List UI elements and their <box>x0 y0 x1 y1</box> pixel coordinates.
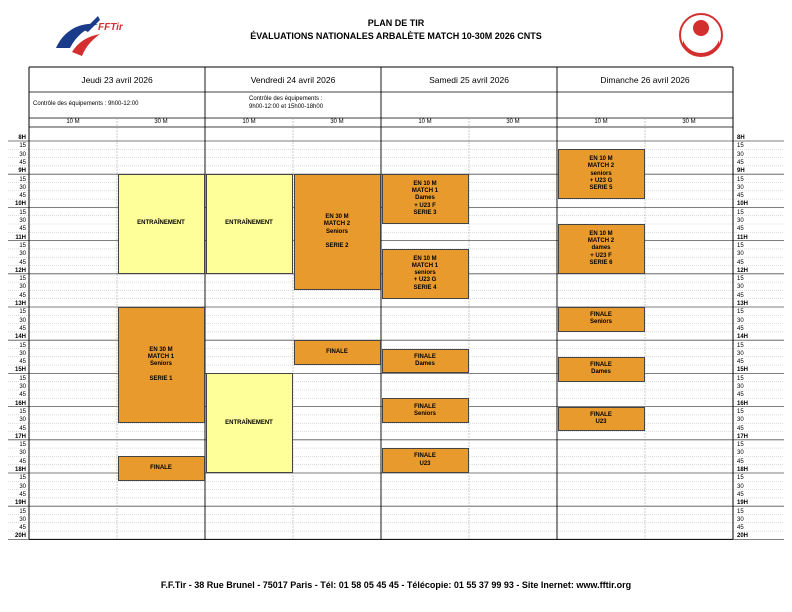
time-label-left: 16H <box>14 400 26 407</box>
time-label-right: 16H <box>737 400 749 407</box>
time-label-left: 45 <box>19 525 26 532</box>
time-label-right: 30 <box>737 284 744 291</box>
time-label-left: 8H <box>18 135 26 141</box>
time-label-right: 19H <box>737 500 749 507</box>
time-label-left: 45 <box>19 325 26 332</box>
time-label-left: 18H <box>14 467 26 473</box>
range-header: 30 M <box>154 119 168 125</box>
time-label-right: 15 <box>737 309 744 316</box>
time-label-left: 14H <box>14 334 26 341</box>
time-label-left: 45 <box>19 193 26 200</box>
time-label-right: 30 <box>737 251 744 258</box>
time-label-left: 30 <box>19 516 26 523</box>
event-block: EN 10 M MATCH 1 Dames + U23 F SERIE 3 <box>382 174 469 224</box>
time-label-left: 15 <box>19 342 26 349</box>
range-header: 10 M <box>66 119 80 125</box>
time-label-right: 45 <box>737 193 744 200</box>
time-label-right: 15 <box>737 475 744 482</box>
time-label-right: 45 <box>737 159 744 166</box>
time-label-left: 17H <box>14 433 26 440</box>
range-header: 10 M <box>418 119 432 125</box>
time-label-left: 15 <box>19 176 26 183</box>
range-header: 10 M <box>594 119 608 125</box>
time-label-left: 30 <box>19 384 26 390</box>
time-label-right: 45 <box>737 226 744 233</box>
time-label-right: 30 <box>737 151 744 158</box>
time-label-right: 15 <box>737 408 744 415</box>
event-block: EN 10 M MATCH 2 dames + U23 F SERIE 6 <box>558 224 645 274</box>
range-header: 30 M <box>506 119 520 125</box>
event-block: FINALE Dames <box>558 357 645 382</box>
time-label-right: 15 <box>737 209 744 216</box>
time-label-right: 30 <box>737 317 744 324</box>
time-label-left: 15 <box>19 375 26 382</box>
event-block: FINALE U23 <box>558 407 645 432</box>
time-label-left: 45 <box>19 491 26 498</box>
time-label-left: 45 <box>19 226 26 233</box>
time-label-left: 30 <box>19 284 26 291</box>
time-label-right: 15 <box>737 242 744 249</box>
event-block: FINALE U23 <box>382 448 469 473</box>
range-header: 30 M <box>330 119 344 125</box>
time-label-left: 45 <box>19 259 26 266</box>
time-label-right: 8H <box>737 135 745 141</box>
page-subtitle: ÉVALUATIONS NATIONALES ARBALÈTE MATCH 10-30M 2026 CNTS <box>250 31 542 41</box>
time-label-right: 30 <box>737 483 744 490</box>
range-header: 30 M <box>682 119 696 125</box>
time-label-left: 30 <box>19 483 26 490</box>
day-header: Samedi 25 avril 2026 <box>429 75 509 85</box>
time-label-left: 30 <box>19 184 26 191</box>
time-label-right: 15 <box>737 143 744 150</box>
time-label-left: 30 <box>19 151 26 158</box>
time-label-right: 45 <box>737 458 744 465</box>
time-label-right: 45 <box>737 292 744 299</box>
time-label-left: 12H <box>14 267 26 274</box>
event-block: FINALE <box>294 340 381 365</box>
time-label-left: 11H <box>15 234 26 241</box>
time-label-right: 15 <box>737 442 744 449</box>
time-label-right: 45 <box>737 525 744 532</box>
time-label-right: 45 <box>737 359 744 366</box>
time-label-left: 13H <box>14 301 26 307</box>
time-label-right: 10H <box>737 201 749 208</box>
time-label-right: 45 <box>737 325 744 332</box>
time-label-left: 15 <box>19 475 26 482</box>
time-label-right: 15 <box>737 508 744 515</box>
time-label-left: 30 <box>19 417 26 424</box>
time-label-left: 45 <box>19 392 26 399</box>
time-label-right: 30 <box>737 417 744 424</box>
day-header: Jeudi 23 avril 2026 <box>81 75 153 85</box>
time-label-right: 30 <box>737 384 744 390</box>
time-label-left: 45 <box>19 292 26 299</box>
time-label-left: 30 <box>19 317 26 324</box>
event-block: ENTRAÎNEMENT <box>206 174 293 274</box>
event-block: EN 10 M MATCH 2 seniors + U23 G SERIE 5 <box>558 149 645 199</box>
time-label-left: 15 <box>19 209 26 216</box>
time-label-right: 15 <box>737 276 744 283</box>
time-label-right: 11H <box>737 234 748 241</box>
event-block: FINALE Dames <box>382 349 469 374</box>
time-label-left: 15 <box>19 309 26 316</box>
time-label-left: 9H <box>18 168 26 175</box>
time-label-left: 45 <box>19 359 26 366</box>
time-label-right: 30 <box>737 516 744 523</box>
page-title: PLAN DE TIR <box>367 18 425 28</box>
footer-contact: F.F.Tir - 38 Rue Brunel - 75017 Paris - Tél: 01 58 05 45 45 - Télécopie: 01 55 37 99 93 - Site Inernet: www.fftir.org <box>160 580 632 590</box>
equipment-check-note: Contrôle des équipements : 9h00-12:00 et 15h00-18h00 <box>249 96 324 110</box>
event-block: EN 30 M MATCH 2 Seniors SERIE 2 <box>294 174 381 290</box>
time-label-left: 20H <box>14 533 26 540</box>
time-label-right: 18H <box>737 467 749 473</box>
fftir-logo-text: FFTir <box>98 22 123 33</box>
time-label-left: 15 <box>19 408 26 415</box>
time-label-right: 9H <box>737 168 745 175</box>
time-label-left: 15 <box>19 242 26 249</box>
time-label-right: 30 <box>737 218 744 224</box>
event-block: FINALE Seniors <box>382 398 469 423</box>
time-label-left: 30 <box>19 218 26 224</box>
event-block: EN 10 M MATCH 1 seniors + U23 G SERIE 4 <box>382 249 469 299</box>
time-label-right: 30 <box>737 450 744 457</box>
event-block: ENTRAÎNEMENT <box>206 373 293 473</box>
day-header: Vendredi 24 avril 2026 <box>250 75 336 85</box>
time-label-left: 10H <box>14 201 26 208</box>
time-label-right: 12H <box>737 267 749 274</box>
time-label-right: 45 <box>737 259 744 266</box>
time-label-right: 17H <box>737 433 749 440</box>
time-label-left: 30 <box>19 450 26 457</box>
cnts-logo-text: CNTS 2026 <box>685 40 717 46</box>
time-label-left: 15 <box>19 508 26 515</box>
time-label-left: 19H <box>14 500 26 507</box>
range-header: 10 M <box>242 119 256 125</box>
event-block: ENTRAÎNEMENT <box>118 174 205 274</box>
time-label-right: 14H <box>737 334 749 341</box>
time-label-right: 15 <box>737 342 744 349</box>
time-label-right: 30 <box>737 184 744 191</box>
day-header: Dimanche 26 avril 2026 <box>600 75 690 85</box>
time-label-left: 45 <box>19 159 26 166</box>
time-label-left: 30 <box>19 350 26 357</box>
time-label-right: 45 <box>737 425 744 432</box>
equipment-check-note: Contrôle des équipements : 9h00-12:00 <box>33 101 139 107</box>
time-label-right: 20H <box>737 533 749 540</box>
time-label-left: 15H <box>14 367 26 374</box>
time-label-right: 45 <box>737 491 744 498</box>
event-block: FINALE Seniors <box>558 307 645 332</box>
time-label-left: 15 <box>19 442 26 449</box>
time-label-left: 45 <box>19 458 26 465</box>
time-label-right: 45 <box>737 392 744 399</box>
time-label-right: 13H <box>737 301 749 307</box>
time-label-right: 15H <box>737 367 749 374</box>
time-label-right: 30 <box>737 350 744 357</box>
time-label-left: 30 <box>19 251 26 258</box>
time-label-right: 15 <box>737 375 744 382</box>
event-block: FINALE <box>118 456 205 481</box>
time-label-left: 45 <box>19 425 26 432</box>
event-block: EN 30 M MATCH 1 Seniors SERIE 1 <box>118 307 205 423</box>
time-label-right: 15 <box>737 176 744 183</box>
time-label-left: 15 <box>19 143 26 150</box>
time-label-left: 15 <box>19 276 26 283</box>
